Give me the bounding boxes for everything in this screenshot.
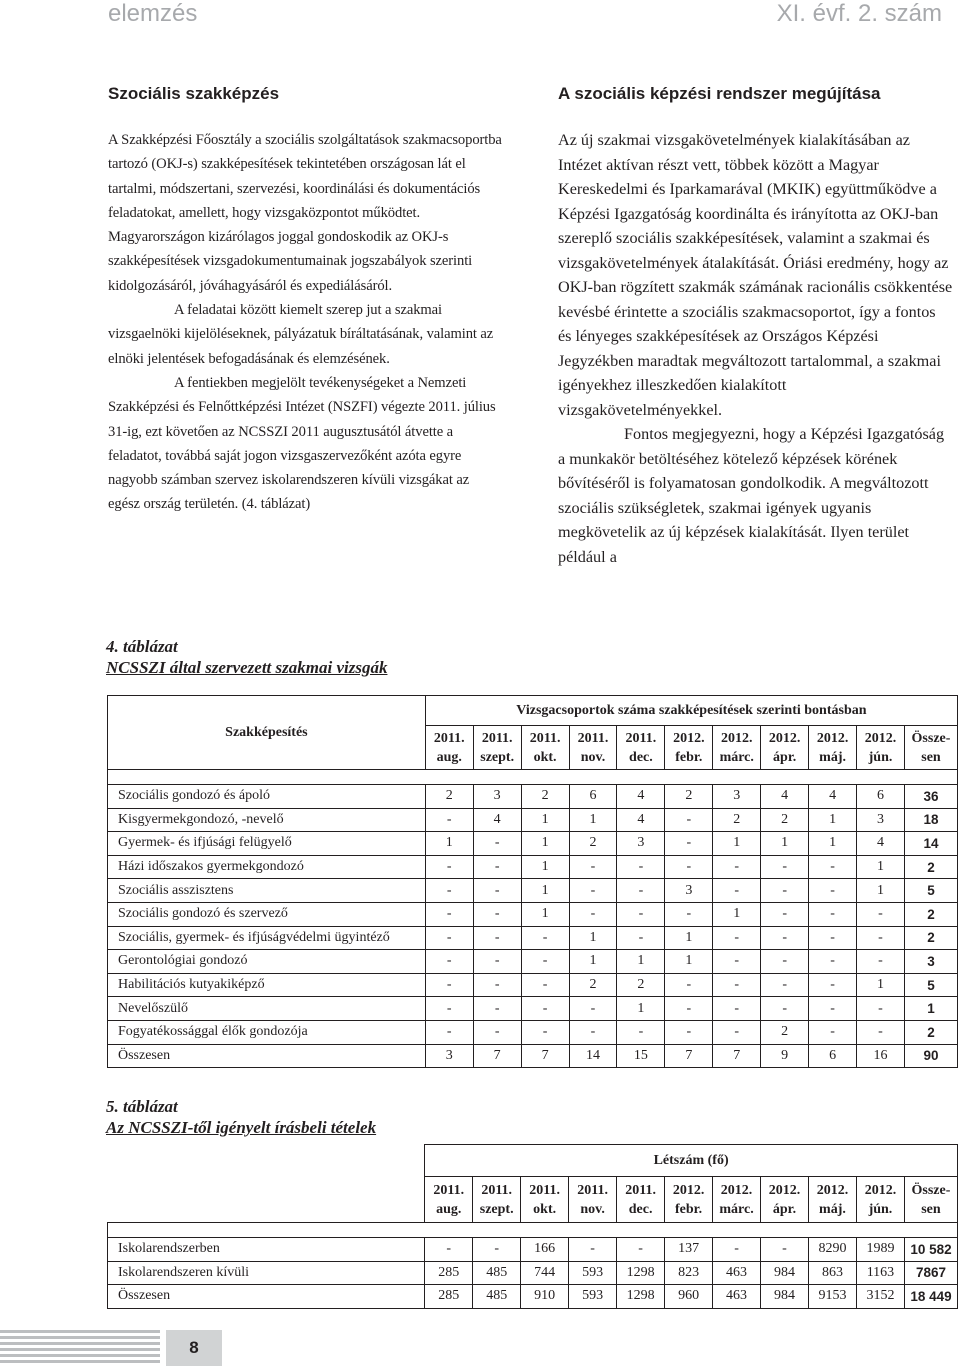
table4-cell: 6 (809, 1044, 857, 1068)
table4-row (108, 926, 958, 950)
table4-row (108, 808, 958, 832)
table4-cell: - (809, 855, 857, 879)
table4-cell: 2 (713, 808, 761, 832)
table4-cell: - (857, 997, 905, 1021)
table4-month-header (857, 726, 905, 770)
table5-month-header (665, 1177, 713, 1223)
table4-cell: - (569, 855, 617, 879)
table4-month-name: máj. (819, 749, 846, 765)
table4-cell: - (665, 808, 713, 832)
table4-month-name: aug. (436, 749, 462, 765)
table4-cell: - (425, 808, 473, 832)
table4-cell: - (809, 973, 857, 997)
table4-cell: - (425, 997, 473, 1021)
table4-row-label: Habilitációs kutyakiképző (108, 973, 426, 997)
table5-month-header (808, 1177, 856, 1223)
table4-cell: 1 (761, 832, 809, 856)
table4-cell: - (425, 950, 473, 974)
table4-month-header (761, 726, 809, 770)
table5-spacer-row (108, 1223, 958, 1238)
table4-cell: 7 (665, 1044, 713, 1068)
table4-month-name: szept. (480, 749, 515, 765)
table4-cell: - (425, 1020, 473, 1044)
table4-cell: 3 (617, 832, 665, 856)
table4-month-name: márc. (719, 749, 754, 765)
table5-month-year: 2011. (433, 1182, 465, 1198)
table4-cell: 1 (521, 902, 569, 926)
table4-cell: 3 (857, 808, 905, 832)
table4-cell: 2 (569, 973, 617, 997)
table5-month-header (473, 1177, 521, 1223)
table5-month-name: aug. (436, 1201, 462, 1217)
table5-month-header (856, 1177, 904, 1223)
table4-cell: 15 (617, 1044, 665, 1068)
left-paragraph-2: A feladatai között kiemelt szerep jut a szakmai vizsgaelnöki kijelöléseknek, pályázatuk bíráltatásának, valamint az elnöki jelentések befogadásának és elemzésének. (108, 302, 494, 367)
table4-spacer-row (108, 770, 958, 785)
table4-cell: 2 (665, 785, 713, 809)
table4-cell: - (809, 902, 857, 926)
table4-cell: - (473, 973, 521, 997)
table4-cell: 4 (809, 785, 857, 809)
table4-cell: 1 (857, 973, 905, 997)
table5-month-header (761, 1177, 809, 1223)
table5-cell: 1298 (617, 1261, 665, 1285)
table4-cell: 3 (665, 879, 713, 903)
table4-cell: 2 (617, 973, 665, 997)
table5-month-header (521, 1177, 569, 1223)
table5-cell: 485 (473, 1285, 521, 1309)
table4-row (108, 832, 958, 856)
table5-month-name: okt. (533, 1201, 557, 1217)
table4-row-total: 2 (904, 1020, 957, 1044)
left-paragraph-1: A Szakképzési Főosztály a szociális szolgáltatások szakmacsoportba tartozó (OKJ-s) szakképesítések tekintetében országosan lát el tartalmi, módszertani, szervezési, koordinálási és dokumentációs feladatokat, amellett, hogy vizsgaközpontot működtet. Magyarországon kizárólagos joggal gondoskodik az OKJ-s szakképesítések vizsgadokumentumainak jogszabályok szerinti kidolgozásáról, jóváhagyásáról és expediálásáról. (108, 132, 502, 294)
table4-sum-header-line: sen (921, 749, 941, 765)
table4-month-header (665, 726, 713, 770)
table4-cell: - (857, 926, 905, 950)
table4-month-year: 2011. (625, 730, 657, 746)
table4-cell: 2 (761, 808, 809, 832)
table4-cell: - (713, 973, 761, 997)
table4-cell: 1 (569, 808, 617, 832)
table4-row-label: Házi időszakos gyermekgondozó (108, 855, 426, 879)
table4-cell: 9 (761, 1044, 809, 1068)
table4-cell: - (809, 1020, 857, 1044)
table4-cell: - (713, 950, 761, 974)
table5-month-year: 2012. (672, 1182, 705, 1198)
table4-row-total: 18 (904, 808, 957, 832)
left-section-heading: Szociális szakképzés (108, 84, 280, 103)
table5-cell: 1989 (856, 1238, 904, 1262)
table4-row-label: Kisgyermekgondozó, -nevelő (108, 808, 426, 832)
table4-cell: 16 (857, 1044, 905, 1068)
table4-cell: - (473, 926, 521, 950)
table4-cell: - (713, 855, 761, 879)
table5-cell: 463 (713, 1261, 761, 1285)
table5-cell: 910 (521, 1285, 569, 1309)
table4-sum-header-line: Össze- (911, 730, 951, 746)
table4-month-name: ápr. (773, 749, 797, 765)
table4-cell: - (473, 902, 521, 926)
table4-row (108, 1020, 958, 1044)
table4-cell: 14 (569, 1044, 617, 1068)
table5-cell: 137 (665, 1238, 713, 1262)
table4-month-header (617, 726, 665, 770)
table4-month-year: 2011. (433, 730, 465, 746)
table4-cell: - (473, 879, 521, 903)
table4-cell: - (473, 1020, 521, 1044)
table4 (107, 695, 958, 1068)
table5-cell: 9153 (808, 1285, 856, 1309)
table4-row (108, 879, 958, 903)
table4-cell: 7 (521, 1044, 569, 1068)
table4-cell: 1 (857, 879, 905, 903)
table4-cell: - (473, 950, 521, 974)
table4-cell: - (473, 997, 521, 1021)
table4-cell: - (617, 1020, 665, 1044)
table4-cell: - (809, 950, 857, 974)
table5-cell: 285 (425, 1261, 473, 1285)
table5-group-header: Létszám (fő) (425, 1145, 958, 1177)
table5-cell: - (617, 1238, 665, 1262)
table4-cell: - (617, 879, 665, 903)
table4-row (108, 973, 958, 997)
table5-row-total: 7867 (904, 1261, 957, 1285)
table4-month-year: 2011. (529, 730, 561, 746)
table5-month-name: márc. (719, 1201, 754, 1217)
table5-cell: 960 (665, 1285, 713, 1309)
table4-cell: 6 (569, 785, 617, 809)
table4-cell: - (569, 997, 617, 1021)
table4-month-year: 2012. (768, 730, 801, 746)
table4-cell: - (617, 902, 665, 926)
table4-cell: - (857, 902, 905, 926)
table5-row-total: 18 449 (904, 1285, 957, 1309)
table5-body (108, 1223, 958, 1309)
table5-month-year: 2012. (720, 1182, 753, 1198)
table4-row-total: 14 (904, 832, 957, 856)
table4-cell: - (425, 973, 473, 997)
table4-caption-number: 4. táblázat (106, 637, 178, 656)
table4-cell: - (569, 879, 617, 903)
table5-month-name: szept. (479, 1201, 514, 1217)
table5-month-header (713, 1177, 761, 1223)
table4-cell: - (425, 879, 473, 903)
table4-month-year: 2011. (481, 730, 513, 746)
table4-cell: - (665, 832, 713, 856)
table5-month-year: 2012. (768, 1182, 801, 1198)
table4-cell: - (713, 997, 761, 1021)
table4-body (108, 770, 958, 1068)
table5-month-year: 2012. (816, 1182, 849, 1198)
table4-cell: - (665, 902, 713, 926)
table4-cell: - (665, 997, 713, 1021)
table4-cell: - (761, 879, 809, 903)
table4-cell: - (569, 1020, 617, 1044)
table5-month-name: jún. (868, 1201, 893, 1217)
table5-month-header (569, 1177, 617, 1223)
table4-cell: 1 (665, 926, 713, 950)
table5-month-header (425, 1177, 473, 1223)
table4-cell: 4 (761, 785, 809, 809)
table5-month-year: 2011. (625, 1182, 656, 1198)
table4-cell: - (473, 832, 521, 856)
right-paragraph-2: Fontos megjegyezni, hogy a Képzési Igazgatóság a munkakör betöltéséhez kötelező képzések körének bővítéséről is folyamatosan gondolkodik. A megváltozott szociális szükségletek, szakmai igények ugyanis megkövetelik az új képzések kialakítását. Ilyen terület például a (558, 425, 945, 566)
table4-cell: - (857, 1020, 905, 1044)
table5-cell: - (713, 1238, 761, 1262)
table4-row (108, 950, 958, 974)
left-column-text (108, 128, 502, 517)
table4-cell: 4 (473, 808, 521, 832)
table5-cell: - (473, 1238, 521, 1262)
page-footer-bar (0, 1330, 160, 1368)
table4-cell: 1 (617, 950, 665, 974)
table4-cell: - (761, 855, 809, 879)
table4-month-year: 2012. (816, 730, 849, 746)
table4-month-name: nov. (580, 749, 606, 765)
table5-row-label: Iskolarendszeren kívüli (108, 1261, 425, 1285)
table4-cell: - (761, 902, 809, 926)
table5-cell: 1298 (617, 1285, 665, 1309)
table5-cell: 593 (569, 1285, 617, 1309)
table4-row-label: Szociális asszisztens (108, 879, 426, 903)
table5-row (108, 1238, 958, 1262)
table4-row (108, 855, 958, 879)
table4-cell: 1 (569, 950, 617, 974)
table4-cell: 2 (521, 785, 569, 809)
table4-month-header (521, 726, 569, 770)
table5-sum-header-line: Össze- (911, 1182, 951, 1198)
table4-month-name: dec. (629, 749, 653, 765)
table4-month-name: febr. (675, 749, 703, 765)
table5-month-name: dec. (628, 1201, 653, 1217)
table5-cell: - (569, 1238, 617, 1262)
table4-row-total: 3 (904, 950, 957, 974)
table4-cell: 1 (617, 997, 665, 1021)
table5-month-name: ápr. (772, 1201, 797, 1217)
table4-cell: 1 (569, 926, 617, 950)
right-column-text (558, 128, 953, 569)
table4-cell: 4 (857, 832, 905, 856)
table4-cell: - (713, 1020, 761, 1044)
table4-month-header (473, 726, 521, 770)
table4-cell: 4 (617, 808, 665, 832)
table4-cell: - (665, 973, 713, 997)
table4-row-label: Összesen (108, 1044, 426, 1068)
table5-cell: 485 (473, 1261, 521, 1285)
table4-cell: - (761, 973, 809, 997)
table5-row (108, 1261, 958, 1285)
table4-cell: 1 (857, 855, 905, 879)
table4-cell: 1 (521, 808, 569, 832)
table4-caption (106, 636, 387, 678)
table4-cell: 2 (569, 832, 617, 856)
table4-cell: 7 (473, 1044, 521, 1068)
table4-month-header (713, 726, 761, 770)
table4-cell: 3 (473, 785, 521, 809)
table4-row-label: Gyermek- és ifjúsági felügyelő (108, 832, 426, 856)
table5-cell: 593 (569, 1261, 617, 1285)
table4-cell: - (617, 926, 665, 950)
table4-cell: - (617, 855, 665, 879)
table4-row-total: 5 (904, 973, 957, 997)
table5-month-year: 2012. (864, 1182, 897, 1198)
table5-corner (108, 1145, 425, 1223)
table4-cell: - (713, 879, 761, 903)
table5-row (108, 1285, 958, 1309)
table4-cell: 2 (425, 785, 473, 809)
table4-row-total: 2 (904, 926, 957, 950)
table5-cell: 463 (713, 1285, 761, 1309)
table5-caption (106, 1096, 376, 1138)
table4-cell: 3 (425, 1044, 473, 1068)
table4-row-label: Gerontológiai gondozó (108, 950, 426, 974)
table4-cell: - (809, 997, 857, 1021)
table5-cell: 984 (761, 1261, 809, 1285)
table5-caption-number: 5. táblázat (106, 1097, 178, 1116)
table5-month-year: 2011. (481, 1182, 513, 1198)
table5-cell: 863 (808, 1261, 856, 1285)
table5-caption-title: Az NCSSZI-től igényelt írásbeli tételek (106, 1118, 377, 1137)
table5-cell: 3152 (856, 1285, 904, 1309)
table4-month-year: 2012. (720, 730, 753, 746)
running-header-section: elemzés (108, 0, 198, 27)
table4-cell: 3 (713, 785, 761, 809)
table4-cell: - (761, 926, 809, 950)
table4-row-label: Szociális gondozó és szervező (108, 902, 426, 926)
table4-cell: - (521, 950, 569, 974)
table4-row-label: Nevelőszülő (108, 997, 426, 1021)
table4-cell: 1 (665, 950, 713, 974)
table4-cell: 7 (713, 1044, 761, 1068)
table4-cell: 1 (713, 832, 761, 856)
table5-row-label: Iskolarendszerben (108, 1238, 425, 1262)
table4-row-total: 2 (904, 855, 957, 879)
table4-row-total: 2 (904, 902, 957, 926)
table4-cell: - (809, 926, 857, 950)
table4-month-name: okt. (533, 749, 557, 765)
table5-cell: 823 (665, 1261, 713, 1285)
table4-row-total: 36 (904, 785, 957, 809)
table4-cell: 6 (857, 785, 905, 809)
running-header-issue: XI. évf. 2. szám (776, 0, 942, 27)
table4-cell: 1 (809, 832, 857, 856)
table4-row-label: Szociális gondozó és ápoló (108, 785, 426, 809)
table4-row (108, 1044, 958, 1068)
table5-row-total: 10 582 (904, 1238, 957, 1262)
table4-row (108, 785, 958, 809)
table4-cell: - (521, 973, 569, 997)
table5-month-year: 2011. (529, 1182, 561, 1198)
table4-cell: 2 (761, 1020, 809, 1044)
table4-row-header: Szakképesítés (108, 696, 426, 770)
table4-cell: 1 (521, 879, 569, 903)
table5-month-name: máj. (819, 1201, 846, 1217)
left-paragraph-3: A fentiekben megjelölt tevékenységeket a Nemzeti Szakképzési és Felnőttképzési Intézet (NSZFI) végezte 2011. július 31-ig, ezt követően az NCSSZI 2011 augusztusától átvette a feladatot, továbbá saját jogon vizsgaszervezőként azóta egyre nagyobb számban szervez iskolarendszeren kívüli vizsgákat az egész ország területén. (4. táblázat) (108, 374, 496, 513)
table4-cell: 1 (521, 832, 569, 856)
table5-cell: 166 (521, 1238, 569, 1262)
table5-sum-header (904, 1177, 957, 1223)
table4-month-header (569, 726, 617, 770)
table4-month-name: jún. (868, 749, 893, 765)
table5-cell: 744 (521, 1261, 569, 1285)
table4-row-label: Szociális, gyermek- és ifjúságvédelmi ügyintéző (108, 926, 426, 950)
table4-month-year: 2011. (577, 730, 609, 746)
table4-cell: - (761, 997, 809, 1021)
table4-row-total: 90 (904, 1044, 957, 1068)
table4-cell: - (425, 855, 473, 879)
table4-cell: 1 (521, 855, 569, 879)
table4-month-header (809, 726, 857, 770)
table5-cell: - (425, 1238, 473, 1262)
table4-cell: - (521, 1020, 569, 1044)
table4-row-total: 5 (904, 879, 957, 903)
table4-cell: - (521, 997, 569, 1021)
table5-month-year: 2011. (577, 1182, 608, 1198)
table4-cell: - (425, 902, 473, 926)
table4-month-header (425, 726, 473, 770)
table4-spacer-cell (108, 770, 958, 785)
table5 (107, 1144, 958, 1309)
table4-cell: - (665, 855, 713, 879)
table4-caption-title: NCSSZI által szervezett szakmai vizsgák (106, 658, 388, 677)
table4-cell: - (761, 950, 809, 974)
right-section-heading: A szociális képzési rendszer megújítása (558, 84, 881, 103)
table5-cell: 984 (761, 1285, 809, 1309)
table5-cell: - (761, 1238, 809, 1262)
table4-sum-header (904, 726, 957, 770)
table4-cell: - (857, 950, 905, 974)
table4-row (108, 902, 958, 926)
table5-month-header (617, 1177, 665, 1223)
table4-cell: 1 (425, 832, 473, 856)
table4-cell: - (473, 855, 521, 879)
table5-sum-header-line: sen (921, 1201, 941, 1217)
table4-month-year: 2012. (673, 730, 705, 746)
table5-month-name: nov. (580, 1201, 605, 1217)
table4-cell: 1 (713, 902, 761, 926)
table4-cell: - (809, 879, 857, 903)
table5-cell: 285 (425, 1285, 473, 1309)
table4-cell: - (425, 926, 473, 950)
right-paragraph-1: Az új szakmai vizsgakövetelmények kialakításában az Intézet aktívan részt vett, többek között a Magyar Kereskedelmi és Iparkamarával (MKIK) együttműködve a Képzési Igazgatóság koordinálta és irányította az OKJ-ban szereplő szociális szakképesítések, valamint a szakmai és vizsgakövetelmények átalakítását. Óriási eredmény, hogy az OKJ-ban rögzített szakmák számának racionális csökkentése kevésbé érintette a szociális szakmacsoportot, így a fontos és lényeges szakképesítések az Országos Képzési Jegyzékben maradtak megváltozott tartalommal, a szakmai igényekhez illeszkedően kialakított vizsgakövetelményekkel. (558, 131, 953, 419)
table4-row-label: Fogyatékossággal élők gondozója (108, 1020, 426, 1044)
table4-row (108, 997, 958, 1021)
table4-row-total: 1 (904, 997, 957, 1021)
table4-month-year: 2012. (864, 730, 897, 746)
table5-row-label: Összesen (108, 1285, 425, 1309)
table5-cell: 1163 (856, 1261, 904, 1285)
table4-cell: 4 (617, 785, 665, 809)
table4-group-header: Vizsgacsoportok száma szakképesítések szerinti bontásban (425, 696, 957, 726)
table4-cell: - (665, 1020, 713, 1044)
table5-cell: 8290 (808, 1238, 856, 1262)
table4-cell: - (569, 902, 617, 926)
table4-cell: 1 (809, 808, 857, 832)
page-number: 8 (166, 1330, 222, 1366)
table5-month-name: febr. (675, 1201, 703, 1217)
table5-spacer-cell (108, 1223, 958, 1238)
table4-cell: - (713, 926, 761, 950)
table4-cell: - (521, 926, 569, 950)
